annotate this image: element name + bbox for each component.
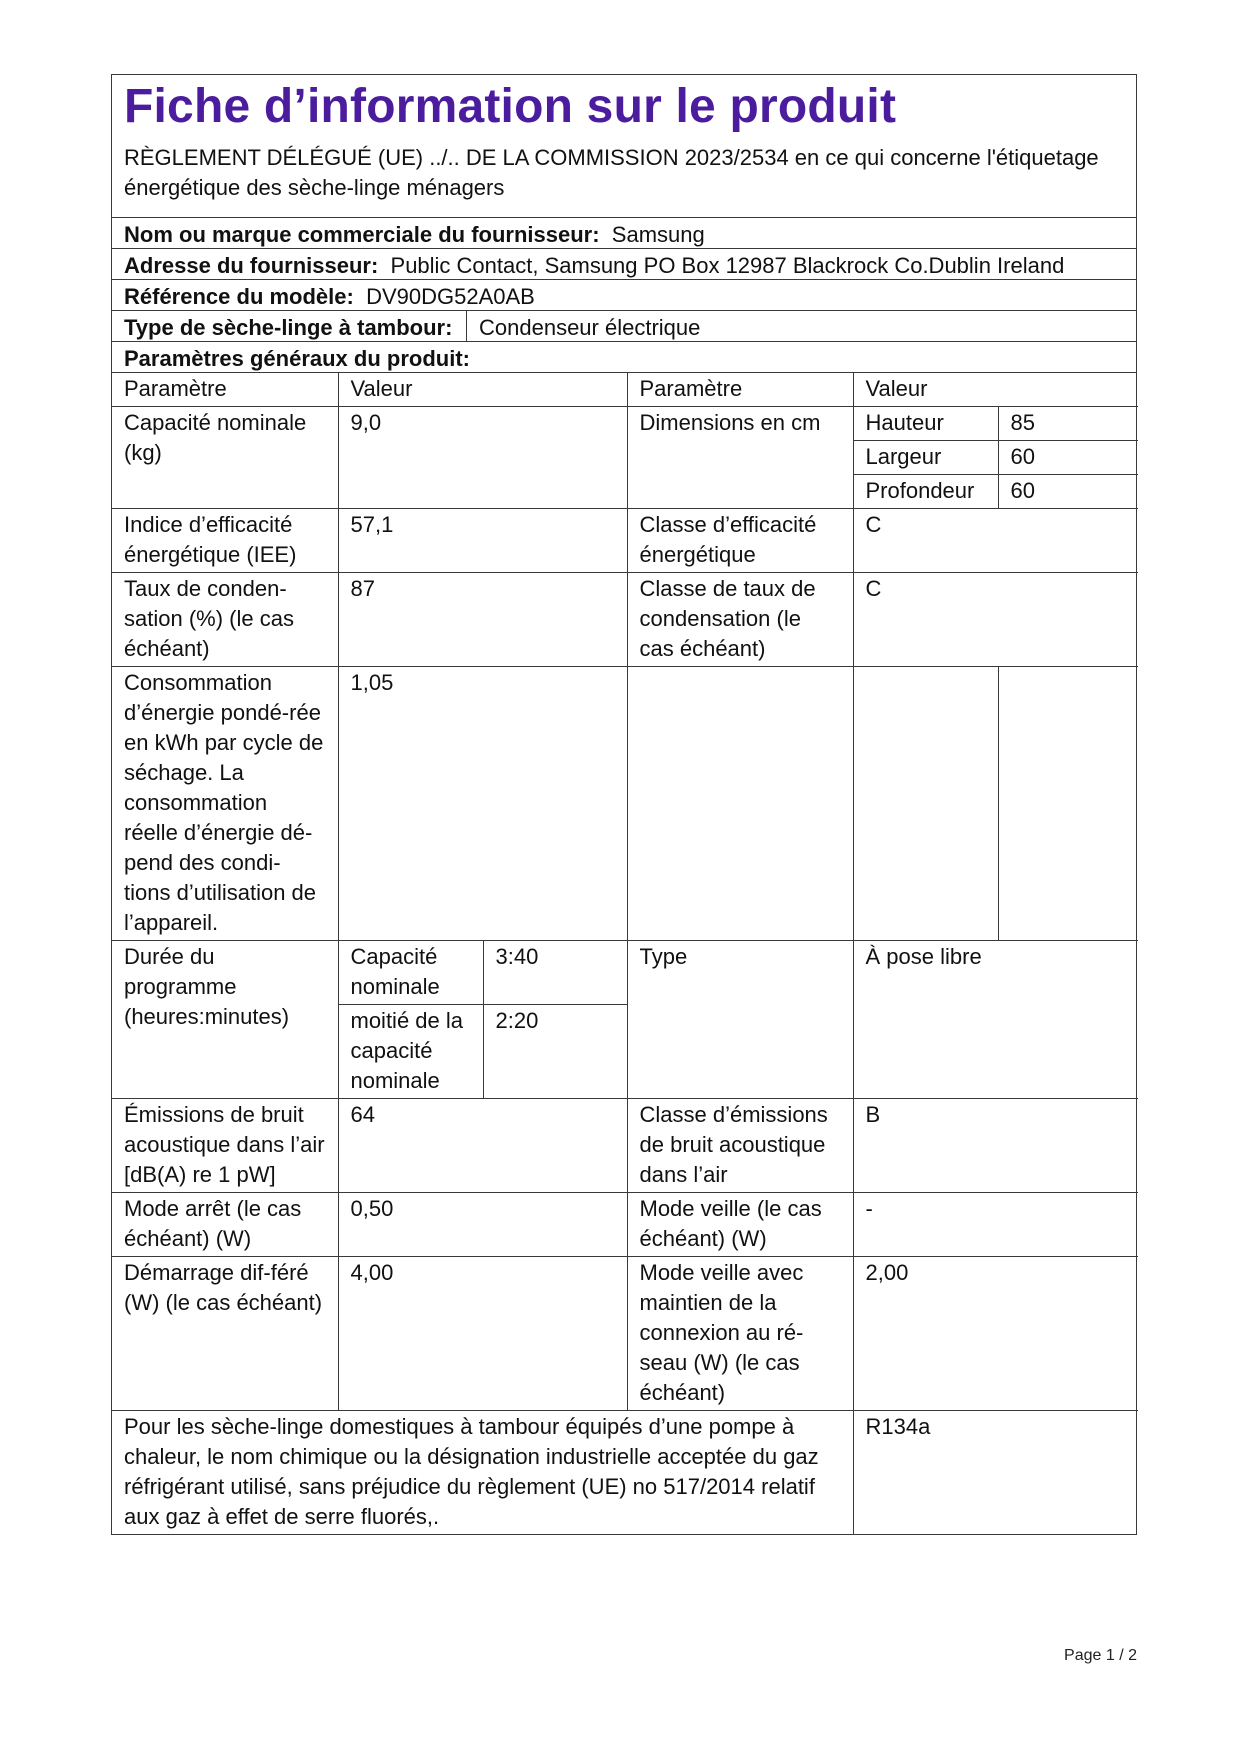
supplier-name-row bbox=[112, 218, 1136, 249]
height-value: 85 bbox=[998, 407, 1138, 441]
duration-label: Durée du programme (heures:minutes) bbox=[112, 941, 338, 1099]
table-row bbox=[112, 573, 1138, 667]
column-header-value: Valeur bbox=[338, 373, 627, 407]
off-mode-value: 0,50 bbox=[338, 1193, 627, 1257]
networked-standby-label: Mode veille avec maintien de la connexion au ré-seau (W) (le cas échéant) bbox=[627, 1257, 853, 1411]
regulation-text: RÈGLEMENT DÉLÉGUÉ (UE) ../.. DE LA COMMISSION 2023/2534 en ce qui concerne l'étiquetage énergétique des sèche-linge ménagers bbox=[124, 145, 1099, 200]
table-header-row bbox=[112, 373, 1138, 407]
empty-cell bbox=[998, 667, 1138, 941]
column-header-value-2: Valeur bbox=[853, 373, 1138, 407]
duration-full-value: 3:40 bbox=[483, 941, 627, 1005]
standby-label: Mode veille (le cas échéant) (W) bbox=[627, 1193, 853, 1257]
empty-cell bbox=[627, 667, 853, 941]
dryer-type-label: Type de sèche-linge à tambour: bbox=[124, 315, 453, 340]
refrigerant-label: Pour les sèche-linge domestiques à tambour équipés d’une pompe à chaleur, le nom chimique ou la désignation industrielle acceptée du gaz réfrigérant utilisé, sans préjudice du règlement (UE) no 517/2014 relatif aux gaz à effet de serre fluorés,. bbox=[112, 1411, 853, 1535]
width-value: 60 bbox=[998, 441, 1138, 475]
dryer-type-row bbox=[112, 311, 1136, 342]
duration-half-value: 2:20 bbox=[483, 1005, 627, 1099]
general-params-label: Paramètres généraux du produit: bbox=[124, 346, 470, 371]
page-number: Page 1 / 2 bbox=[1064, 1647, 1137, 1664]
type-value: À pose libre bbox=[853, 941, 1138, 1099]
title-block bbox=[112, 75, 1136, 218]
capacity-value: 9,0 bbox=[338, 407, 627, 509]
table-row bbox=[112, 1099, 1138, 1193]
table-row bbox=[112, 941, 1138, 1005]
page-title: Fiche d’information sur le produit bbox=[124, 80, 897, 133]
eei-label: Indice d’efficacité énergétique (IEE) bbox=[112, 509, 338, 573]
supplier-name-value: Samsung bbox=[611, 222, 705, 247]
general-params-row bbox=[112, 342, 1136, 373]
condensation-rate-value: 87 bbox=[338, 573, 627, 667]
height-label: Hauteur bbox=[853, 407, 998, 441]
consumption-label: Consommation d’énergie pondé-rée en kWh par cycle de séchage. La consommation réelle d’énergie dé-pend des condi-tions d’utilisation de l’appareil. bbox=[112, 667, 338, 941]
networked-standby-value: 2,00 bbox=[853, 1257, 1138, 1411]
model-row bbox=[112, 280, 1136, 311]
supplier-address-value: Public Contact, Samsung PO Box 12987 Blackrock Co.Dublin Ireland bbox=[390, 253, 1065, 278]
supplier-address-row bbox=[112, 249, 1136, 280]
product-information-sheet bbox=[111, 74, 1137, 1535]
condensation-rate-label: Taux de conden-sation (%) (le cas échéant) bbox=[112, 573, 338, 667]
condensation-class-value: C bbox=[853, 573, 1138, 667]
column-header-parameter-2: Paramètre bbox=[627, 373, 853, 407]
depth-label: Profondeur bbox=[853, 475, 998, 509]
delay-start-label: Démarrage dif-féré (W) (le cas échéant) bbox=[112, 1257, 338, 1411]
depth-value: 60 bbox=[998, 475, 1138, 509]
consumption-value: 1,05 bbox=[338, 667, 627, 941]
noise-value: 64 bbox=[338, 1099, 627, 1193]
noise-class-label: Classe d’émissions de bruit acoustique dans l’air bbox=[627, 1099, 853, 1193]
standby-value: - bbox=[853, 1193, 1138, 1257]
supplier-name-label: Nom ou marque commerciale du fournisseur: bbox=[124, 222, 600, 247]
table-row bbox=[112, 667, 1138, 941]
width-label: Largeur bbox=[853, 441, 998, 475]
table-row bbox=[112, 1257, 1138, 1411]
energy-class-value: C bbox=[853, 509, 1138, 573]
off-mode-label: Mode arrêt (le cas échéant) (W) bbox=[112, 1193, 338, 1257]
supplier-address-label: Adresse du fournisseur: bbox=[124, 253, 379, 278]
capacity-label: Capacité nominale (kg) bbox=[112, 407, 338, 509]
energy-class-label: Classe d’efficacité énergétique bbox=[627, 509, 853, 573]
noise-label: Émissions de bruit acoustique dans l’air [dB(A) re 1 pW] bbox=[112, 1099, 338, 1193]
condensation-class-label: Classe de taux de condensation (le cas échéant) bbox=[627, 573, 853, 667]
model-label: Référence du modèle: bbox=[124, 284, 354, 309]
parameters-table bbox=[112, 373, 1138, 1534]
empty-cell bbox=[853, 667, 998, 941]
noise-class-value: B bbox=[853, 1099, 1138, 1193]
dimensions-label: Dimensions en cm bbox=[627, 407, 853, 509]
model-value: DV90DG52A0AB bbox=[366, 284, 535, 309]
table-row bbox=[112, 1411, 1138, 1535]
eei-value: 57,1 bbox=[338, 509, 627, 573]
dryer-type-value: Condenseur électrique bbox=[479, 315, 701, 340]
type-label: Type bbox=[627, 941, 853, 1099]
table-row bbox=[112, 1193, 1138, 1257]
table-row bbox=[112, 407, 1138, 441]
delay-start-value: 4,00 bbox=[338, 1257, 627, 1411]
column-header-parameter: Paramètre bbox=[112, 373, 338, 407]
duration-half-label: moitié de la capacité nominale bbox=[338, 1005, 483, 1099]
table-row bbox=[112, 509, 1138, 573]
duration-full-label: Capacité nominale bbox=[338, 941, 483, 1005]
refrigerant-value: R134a bbox=[853, 1411, 1138, 1535]
